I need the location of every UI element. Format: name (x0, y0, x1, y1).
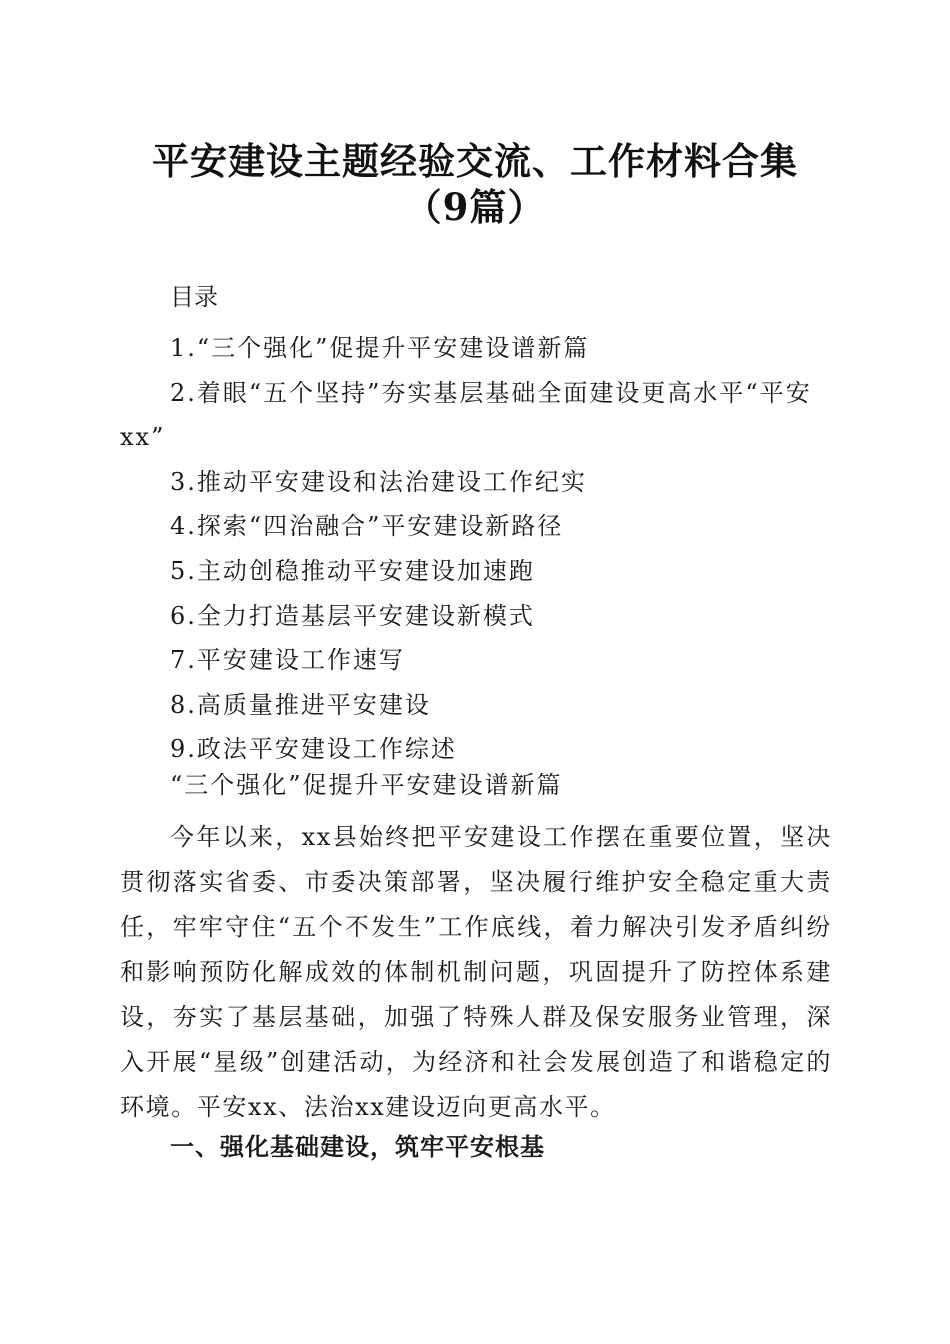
toc-item-1: 1.“三个强化”促提升平安建设谱新篇 (170, 334, 590, 362)
body-paragraph: 今年以来，xx县始终把平安建设工作摆在重要位置，坚决贯彻落实省委、市委决策部署，坚决履行维护安全稳定重大责任，牢牢守住“五个不发生”工作底线，着力解决引发矛盾纠纷和影响预防化解成效的体制机制问题，巩固提升了防控体系建设，夯实了基层基础，加强了特殊人群及保安服务业管理，深入开展“星级”创建活动，为经济和社会发展创造了和谐稳定的环境。平安xx、法治xx建设迈向更高水平。 (120, 823, 832, 1121)
section-heading: 一、强化基础建设，筑牢平安根基 (170, 1133, 545, 1161)
toc-item-6: 6.全力打造基层平安建设新模式 (170, 601, 535, 630)
table-of-contents (120, 326, 832, 772)
toc-item-5: 5.主动创稳推动平安建设加速跑 (170, 556, 535, 585)
toc-item-7: 7.平安建设工作速写 (170, 646, 405, 675)
toc-item-2: 2.着眼“五个坚持”夯实基层基础全面建设更高水平“平安xx” (120, 378, 812, 452)
toc-item-8: 8.高质量推进平安建设 (170, 690, 431, 719)
article-title: “三个强化”促提升平安建设谱新篇 (170, 771, 563, 799)
toc-heading: 目录 (170, 283, 218, 311)
toc-item-3: 3.推动平安建设和法治建设工作纪实 (170, 467, 587, 496)
toc-item-9: 9.政法平安建设工作综述 (170, 735, 457, 764)
toc-item-4: 4.探索“四治融合”平安建设新路径 (170, 512, 564, 541)
document-title: 平安建设主题经验交流、工作材料合集（9篇） (152, 139, 798, 229)
